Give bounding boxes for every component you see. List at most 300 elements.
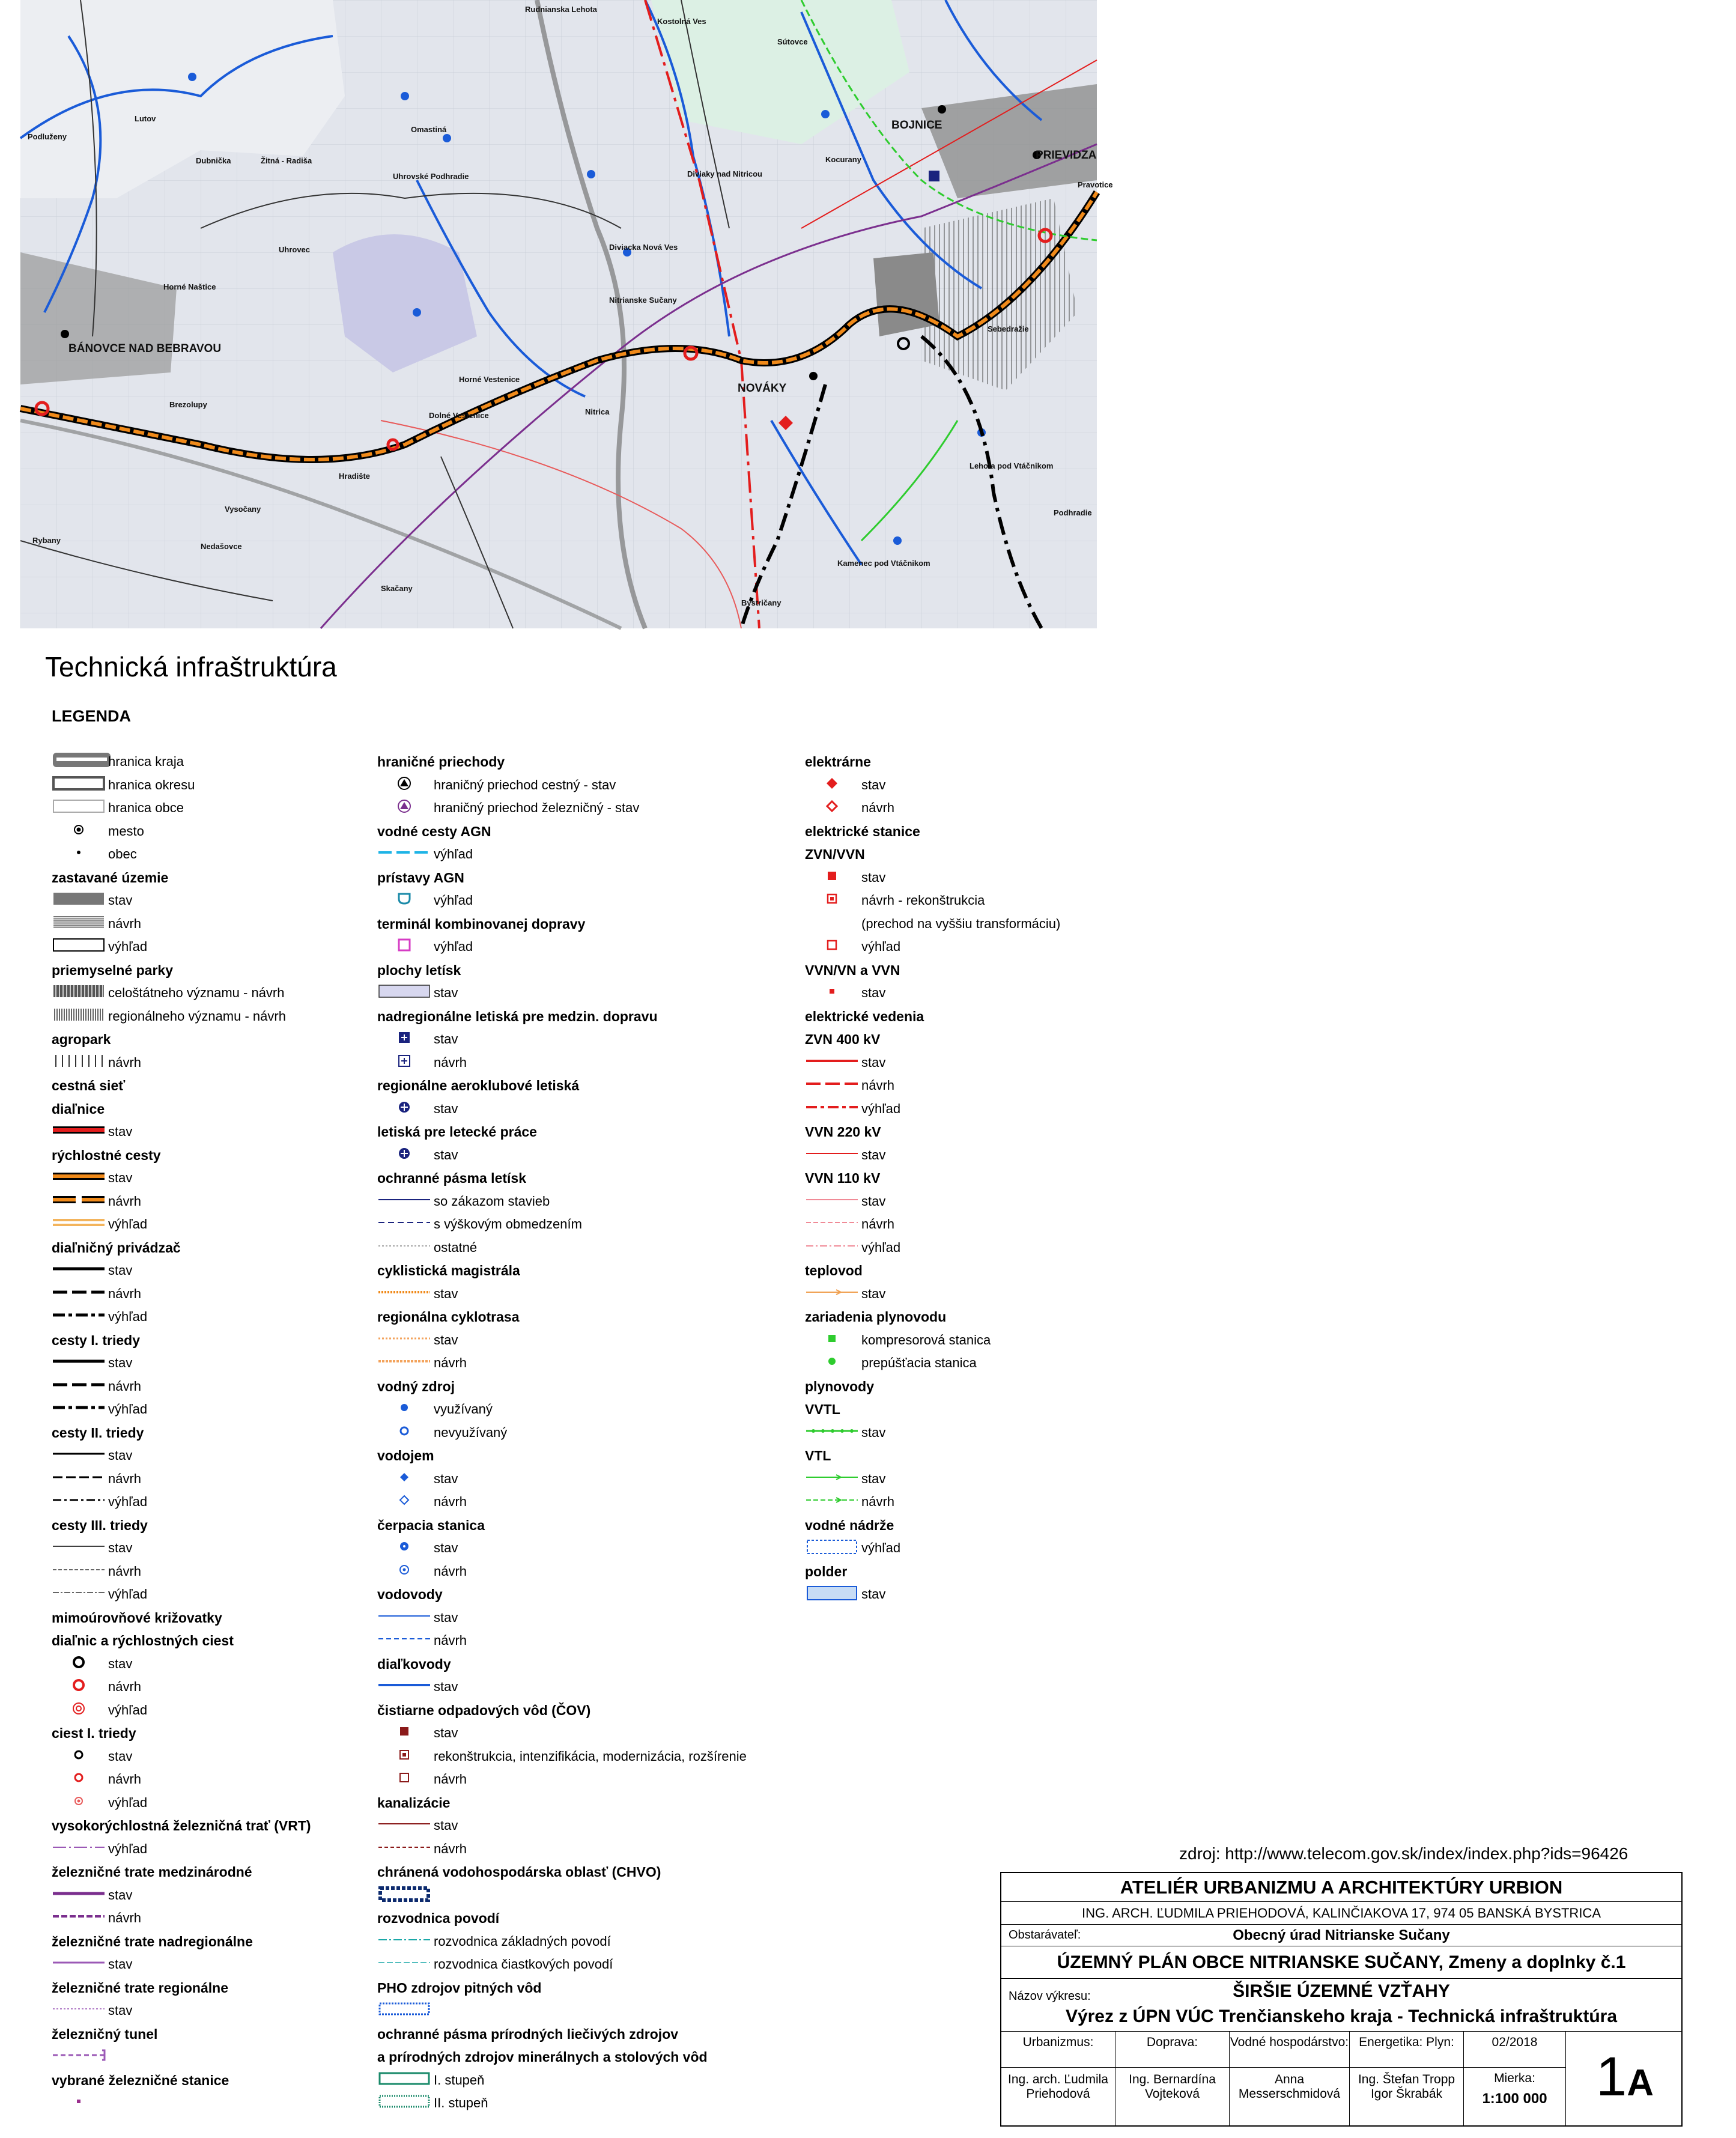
legend-symbol-icon xyxy=(52,845,112,864)
legend-item-label: návrh xyxy=(108,916,142,931)
drawing-label: Názov výkresu: xyxy=(1009,1990,1091,2003)
legend-heading: ochranné pásma prírodných liečivých zdrojov xyxy=(377,2026,679,2042)
legend-item-label: celoštátneho významu - návrh xyxy=(108,985,285,1000)
legend-symbol-icon xyxy=(52,822,112,841)
legend-heading: priemyselné parky xyxy=(52,962,174,978)
legend-symbol-icon xyxy=(377,1539,437,1558)
legend-symbol-icon xyxy=(52,2048,112,2067)
legend-item-label: rozvodnica čiastkových povodí xyxy=(434,1957,613,1972)
map-excerpt xyxy=(20,0,1113,628)
legend-symbol-icon xyxy=(805,1215,865,1234)
legend-heading: terminál kombinovanej dopravy xyxy=(377,916,586,932)
legend-symbol-icon xyxy=(52,1447,112,1465)
scale-value: 1:100 000 xyxy=(1482,2091,1547,2107)
credits-grid xyxy=(1001,2032,1681,2127)
legend-heading: diaľničný privádzač xyxy=(52,1239,181,1256)
legend-item-label: výhľad xyxy=(861,1540,901,1555)
legend-item-label: stav xyxy=(108,1124,133,1139)
legend-heading: cestná sieť xyxy=(52,1078,126,1093)
legend-symbol-icon xyxy=(52,1655,112,1674)
legend-item-label: obec xyxy=(108,846,137,861)
legend-item-label: stav xyxy=(434,1540,458,1555)
legend-symbol-icon xyxy=(377,1400,437,1419)
town-label: Nedašovce xyxy=(201,542,242,551)
legend-item-label: regionálneho významu - návrh xyxy=(108,1008,286,1024)
legend-symbol-icon xyxy=(377,1470,437,1489)
sheet-number xyxy=(1566,2032,1684,2127)
legend-item-label: stav xyxy=(108,1263,133,1278)
legend-item-label: II. stupeň xyxy=(434,2095,488,2110)
legend-heading: cesty III. triedy xyxy=(52,1517,148,1533)
legend-item-label: výhľad xyxy=(434,893,473,908)
town-label: Kocurany xyxy=(825,155,861,164)
legend-item-label: stav xyxy=(108,1748,133,1764)
legend-symbol-icon xyxy=(805,1285,865,1304)
legend-symbol-icon xyxy=(805,938,865,956)
legend-item-label: kompresorová stanica xyxy=(861,1332,991,1347)
legend-heading: teplovod xyxy=(805,1263,863,1278)
legend-symbol-icon xyxy=(377,2071,437,2090)
legend-item-label: stav xyxy=(434,1679,458,1694)
legend-symbol-icon xyxy=(377,799,437,818)
legend-heading: polder xyxy=(805,1563,848,1579)
legend-symbol-icon xyxy=(377,938,437,956)
legend-heading: PHO zdrojov pitných vôd xyxy=(377,1979,542,1996)
town-label: Podluženy xyxy=(28,132,67,141)
legend-symbol-icon xyxy=(377,1285,437,1304)
legend-symbol-icon xyxy=(377,1632,437,1650)
legend-symbol-icon xyxy=(52,1678,112,1696)
town-label: Sebedražie xyxy=(988,324,1029,333)
legend-item-label: stav xyxy=(434,1286,458,1301)
legend-symbol-icon xyxy=(52,1794,112,1812)
legend-item-label: návrh xyxy=(434,1054,467,1070)
legend-item-label: návrh xyxy=(108,1471,142,1486)
legend-symbol-icon xyxy=(377,2002,437,2020)
legend-item-label: stav xyxy=(861,1054,886,1070)
legend-symbol-icon xyxy=(377,1215,437,1234)
legend-item-label: výhľad xyxy=(108,1794,148,1810)
legend-symbol-icon xyxy=(377,1030,437,1049)
legend-item-label: návrh xyxy=(108,1193,142,1209)
legend-item-label: návrh xyxy=(108,1054,142,1070)
project-name: ÚZEMNÝ PLÁN OBCE NITRIANSKE SUČANY, Zmeny a doplnky č.1 xyxy=(1001,1946,1681,1979)
legend-heading: vybrané železničné stanice xyxy=(52,2072,229,2088)
legend-item-label: návrh xyxy=(108,1679,142,1694)
legend-symbol-icon xyxy=(52,1701,112,1720)
legend-item-label: stav xyxy=(434,1332,458,1347)
sheet-letter: A xyxy=(1627,2062,1654,2104)
legend-title: LEGENDA xyxy=(52,707,132,725)
town-label: Horné Vestenice xyxy=(459,375,520,384)
town-label: Dolné Vestenice xyxy=(429,411,489,420)
legend-symbol-icon xyxy=(52,1840,112,1859)
role-urbanism: Urbanizmus: xyxy=(1001,2032,1115,2068)
legend-heading: prístavy AGN xyxy=(377,869,464,885)
legend-heading: elektrárne xyxy=(805,754,871,770)
legend-item-label: návrh xyxy=(434,1563,467,1579)
legend-heading: čistiarne odpadových vôd (ČOV) xyxy=(377,1702,591,1718)
firm-address: ING. ARCH. ĽUDMILA PRIEHODOVÁ, KALINČIAKOVA 17, 974 05 BANSKÁ BYSTRICA xyxy=(1001,1902,1681,1925)
legend-symbol-icon xyxy=(805,1100,865,1119)
legend-symbol-icon xyxy=(52,1585,112,1604)
legend-symbol-icon xyxy=(52,915,112,934)
legend-heading: letiská pre letecké práce xyxy=(377,1124,537,1140)
legend-heading: cesty I. triedy xyxy=(52,1332,141,1348)
legend-symbol-icon xyxy=(52,1470,112,1489)
legend-item-label: stav xyxy=(861,1286,886,1301)
legend-item-label: stav xyxy=(108,1957,133,1972)
legend-symbol-icon xyxy=(52,1400,112,1419)
legend-item-label: výhľad xyxy=(108,1402,148,1417)
drawing-title: ŠIRŠIE ÚZEMNÉ VZŤAHY xyxy=(1233,1981,1450,2001)
legend-item-label: výhľad xyxy=(108,1494,148,1509)
legend-item-label: návrh xyxy=(861,800,895,815)
legend-symbol-icon xyxy=(52,2094,112,2113)
legend-item-label: výhľad xyxy=(108,1841,148,1856)
legend-item-label: návrh xyxy=(108,1910,142,1925)
legend-item-label: návrh xyxy=(861,1078,895,1093)
legend-symbol-icon xyxy=(52,1909,112,1928)
legend-heading: diaľnice xyxy=(52,1101,105,1117)
legend-item-label: návrh xyxy=(434,1355,467,1370)
legend-item-label: stav xyxy=(108,893,133,908)
legend-item-label: hranica kraja xyxy=(108,754,184,769)
legend-symbol-icon xyxy=(52,1007,112,1026)
legend-item-label: stav xyxy=(108,1656,133,1671)
town-label: Dubnička xyxy=(196,156,231,165)
legend-item-label: hraničný priechod železničný - stav xyxy=(434,800,640,815)
legend-item-label: prepúšťacia stanica xyxy=(861,1355,977,1370)
town-label: Pravotice xyxy=(1078,180,1113,189)
legend-item-label: stav xyxy=(861,777,886,792)
legend-heading: rozvodnica povodí xyxy=(377,1910,500,1926)
legend-symbol-icon xyxy=(805,1354,865,1373)
legend-item-label: nevyužívaný xyxy=(434,1424,508,1440)
legend-item-label: návrh xyxy=(434,1841,467,1856)
role-water: Vodné hospodárstvo: xyxy=(1230,2032,1350,2068)
legend-item-label: hranica obce xyxy=(108,800,184,815)
legend-item-label: s výškovým obmedzením xyxy=(434,1216,582,1231)
legend-symbol-icon xyxy=(805,1331,865,1350)
legend-item-label: (prechod na vyššiu transformáciu) xyxy=(861,916,1061,931)
legend-symbol-icon xyxy=(805,869,865,887)
town-label: NOVÁKY xyxy=(738,382,787,395)
legend-symbol-icon xyxy=(52,1748,112,1766)
sheet-number-digit: 1 xyxy=(1596,2046,1627,2107)
scale-cell xyxy=(1464,2068,1566,2127)
legend-symbol-icon xyxy=(805,1054,865,1072)
legend-symbol-icon xyxy=(52,1493,112,1511)
legend-item-label: návrh xyxy=(861,1216,895,1231)
town-label: Kostolná Ves xyxy=(657,17,706,26)
legend-heading: vodovody xyxy=(377,1587,443,1602)
legend-heading: regionálne aeroklubové letiská xyxy=(377,1078,580,1093)
legend-heading: diaľkovody xyxy=(377,1656,451,1672)
legend-symbol-icon xyxy=(805,984,865,1003)
legend-symbol-icon xyxy=(377,1724,437,1743)
town-label: BÁNOVCE NAD BEBRAVOU xyxy=(68,342,222,355)
legend-item-label: stav xyxy=(434,985,458,1000)
town-label: Kamenec pod Vtáčnikom xyxy=(837,559,930,568)
title-block xyxy=(1000,1872,1683,2127)
town-label: Nitrica xyxy=(585,407,610,416)
legend-heading: ochranné pásma letísk xyxy=(377,1170,526,1186)
legend-heading: VTL xyxy=(805,1448,831,1463)
legend-heading: vysokorýchlostná železničná trať (VRT) xyxy=(52,1818,311,1833)
town-label: PRIEVIDZA xyxy=(1036,149,1097,162)
legend-heading: vodné cesty AGN xyxy=(377,823,491,839)
page-title: Technická infraštruktúra xyxy=(45,651,337,682)
legend-item-label: stav xyxy=(108,1540,133,1555)
built-up-novaky xyxy=(873,252,939,336)
legend-item-label: stav xyxy=(861,1587,886,1602)
legend-symbol-icon xyxy=(377,1933,437,1951)
legend-item-label: so zákazom stavieb xyxy=(434,1193,550,1209)
legend-item-label: rekonštrukcia, intenzifikácia, modernizácia, rozšírenie xyxy=(434,1748,747,1764)
legend-symbol-icon xyxy=(805,1493,865,1511)
town-label: Nitrianske Sučany xyxy=(609,296,677,305)
legend-heading: nadregionálne letiská pre medzin. dopravu xyxy=(377,1008,658,1024)
legend-heading: VVN 110 kV xyxy=(805,1170,881,1186)
town-label: Bystričany xyxy=(741,598,782,607)
legend-heading: VVN/VN a VVN xyxy=(805,962,900,978)
legend-symbol-icon xyxy=(52,1770,112,1789)
legend-item-label: stav xyxy=(434,1471,458,1486)
legend-item-label: stav xyxy=(108,1887,133,1903)
legend-symbol-icon xyxy=(377,1100,437,1119)
legend-symbol-icon xyxy=(52,984,112,1003)
drawing-subtitle: Výrez z ÚPN VÚC Trenčianskeho kraja - Technická infraštruktúra xyxy=(1065,2006,1618,2026)
legend-symbol-icon xyxy=(805,776,865,795)
legend-heading: elektrické stanice xyxy=(805,823,920,839)
legend-symbol-icon xyxy=(805,799,865,818)
firm-name: ATELIÉR URBANIZMU A ARCHITEKTÚRY URBION xyxy=(1001,1873,1681,1902)
client-label: Obstarávateľ: xyxy=(1009,1928,1081,1942)
legend-item-label: hraničný priechod cestný - stav xyxy=(434,777,616,792)
town-label: Diviaky nad Nitricou xyxy=(687,169,762,178)
town-label: Vysočany xyxy=(225,505,261,514)
legend-item-label: návrh xyxy=(434,1772,467,1787)
legend-item-label: návrh xyxy=(108,1286,142,1301)
town-label: BOJNICE xyxy=(891,119,942,132)
legend-item-label: návrh xyxy=(434,1633,467,1648)
legend-item-label: stav xyxy=(861,1424,886,1440)
legend-symbol-icon xyxy=(377,1563,437,1581)
map-graphics xyxy=(20,0,1097,628)
legend-item-label: stav xyxy=(861,1471,886,1486)
legend-item-label: mesto xyxy=(108,823,144,839)
legend-item-label: stav xyxy=(434,1609,458,1625)
legend-symbol-icon xyxy=(52,1377,112,1396)
legend-item-label: stav xyxy=(434,1725,458,1740)
legend-symbol-icon xyxy=(377,1192,437,1211)
legend-item-label: výhľad xyxy=(861,1101,901,1116)
legend-symbol-icon xyxy=(377,1146,437,1165)
legend-symbol-icon xyxy=(377,1609,437,1627)
legend-heading: plynovody xyxy=(805,1378,875,1394)
legend-symbol-icon xyxy=(52,1563,112,1581)
name-urbanism: Ing. arch. Ľudmila Priehodová xyxy=(1001,2068,1115,2127)
town-label: Lutov xyxy=(135,114,156,123)
legend-symbol-icon xyxy=(805,1585,865,1604)
legend-heading: cyklistická magistrála xyxy=(377,1263,520,1278)
legend-item-label: rozvodnica základných povodí xyxy=(434,1933,611,1949)
legend-item-label: výhľad xyxy=(861,939,901,954)
legend-item-label: stav xyxy=(861,1193,886,1209)
town-label: Omastiná xyxy=(411,125,447,134)
legend-symbol-icon xyxy=(377,1886,437,1905)
town-label: Podhradie xyxy=(1054,508,1092,517)
legend-symbol-icon xyxy=(377,1840,437,1859)
legend-heading: ZVN/VVN xyxy=(805,846,865,862)
legend-symbol-icon xyxy=(52,1123,112,1141)
drawing-row xyxy=(1001,1979,1681,2032)
legend-symbol-icon xyxy=(52,1308,112,1326)
legend-heading: diaľnic a rýchlostných ciest xyxy=(52,1633,234,1648)
legend-heading: kanalizácie xyxy=(377,1794,451,1811)
town-label: Žitná - Radiša xyxy=(261,156,312,165)
legend-symbol-icon xyxy=(377,1678,437,1696)
town-label: Brezolupy xyxy=(169,400,207,409)
legend-symbol-icon xyxy=(52,1285,112,1304)
legend-item-label: výhľad xyxy=(434,846,473,861)
legend-item-label: výhľad xyxy=(861,1239,901,1255)
legend-item-label: výhľad xyxy=(108,1702,148,1717)
legend-item-label: návrh xyxy=(861,1494,895,1509)
legend-item-label: stav xyxy=(108,1355,133,1370)
legend-symbol-icon xyxy=(52,1955,112,1974)
source-note: zdroj: http://www.telecom.gov.sk/index/index.php?ids=96426 xyxy=(1179,1844,1628,1863)
legend-heading: vodné nádrže xyxy=(805,1517,894,1533)
town-label: Uhrovec xyxy=(279,245,311,254)
date: 02/2018 xyxy=(1464,2032,1566,2068)
town-label: Diviacka Nová Ves xyxy=(609,243,678,252)
legend-heading: železničné trate regionálne xyxy=(52,1979,228,1996)
legend-heading: zariadenia plynovodu xyxy=(805,1309,947,1325)
legend-item-label: ostatné xyxy=(434,1239,478,1255)
legend-symbol-icon xyxy=(52,1539,112,1558)
legend-item-label: návrh xyxy=(434,1494,467,1509)
legend-item-label: stav xyxy=(108,1170,133,1185)
legend-symbol-icon xyxy=(805,1146,865,1165)
legend-item-label: výhľad xyxy=(434,939,473,954)
legend-heading: zastavané územie xyxy=(52,869,169,885)
legend-item-label: I. stupeň xyxy=(434,2072,485,2088)
legend-item-label: stav xyxy=(861,869,886,885)
legend-symbol-icon xyxy=(377,1054,437,1072)
legend-item-label: stav xyxy=(434,1031,458,1046)
legend-heading: vodný zdroj xyxy=(377,1378,455,1394)
legend-item-label: stav xyxy=(434,1147,458,1162)
legend-item-label: výhľad xyxy=(108,1587,148,1602)
legend-symbol-icon xyxy=(377,1493,437,1511)
legend-item-label: stav xyxy=(434,1818,458,1833)
legend-symbol-icon xyxy=(805,1192,865,1211)
legend-heading: a prírodných zdrojov minerálnych a stolových vôd xyxy=(377,2049,708,2065)
legend-heading: chránená vodohospodárska oblasť (CHVO) xyxy=(377,1864,661,1880)
legend-heading: rýchlostné cesty xyxy=(52,1147,161,1163)
legend-item-label: stav xyxy=(434,1101,458,1116)
legend-symbol-icon xyxy=(52,2002,112,2020)
legend-symbol-icon xyxy=(805,891,865,910)
legend-symbol-icon xyxy=(52,938,112,956)
legend-heading: ciest I. triedy xyxy=(52,1725,136,1741)
legend-symbol-icon xyxy=(52,1215,112,1234)
legend-item-label: návrh xyxy=(108,1378,142,1394)
legend-symbol-icon xyxy=(805,1239,865,1257)
town-label: Rudnianska Lehota xyxy=(525,5,597,14)
legend-symbol-icon xyxy=(52,1192,112,1211)
legend-item-label: stav xyxy=(108,2003,133,2018)
legend-item-label: výhľad xyxy=(108,1216,148,1231)
legend-symbol-icon xyxy=(805,1424,865,1442)
town-label: Uhrovské Podhradie xyxy=(393,172,469,181)
legend-item-label: stav xyxy=(861,985,886,1000)
legend-heading: VVTL xyxy=(805,1402,840,1417)
scale-label: Mierka: xyxy=(1494,2071,1535,2085)
legend-symbol-icon xyxy=(805,1470,865,1489)
legend-heading: ZVN 400 kV xyxy=(805,1031,881,1047)
airport-icon xyxy=(929,171,939,181)
legend-heading: VVN 220 kV xyxy=(805,1124,881,1140)
legend-symbol-icon xyxy=(52,1262,112,1280)
legend-item-label: návrh - rekonštrukcia xyxy=(861,893,985,908)
legend-item-label: výhľad xyxy=(108,1309,148,1324)
legend-symbol-icon xyxy=(377,1331,437,1350)
legend-symbol-icon xyxy=(52,891,112,910)
legend-symbol-icon xyxy=(377,776,437,795)
client-row xyxy=(1001,1925,1681,1946)
role-energy: Energetika: Plyn: xyxy=(1350,2032,1464,2068)
town-label: Rybany xyxy=(32,536,61,545)
legend-symbol-icon xyxy=(377,1817,437,1835)
legend-symbol-icon xyxy=(377,1354,437,1373)
legend-heading: hraničné priechody xyxy=(377,754,505,770)
legend-heading: agropark xyxy=(52,1031,111,1047)
legend-item-label: využívaný xyxy=(434,1402,493,1417)
legend-symbol-icon xyxy=(52,1354,112,1373)
name-energy: Ing. Štefan Tropp Igor Škrabák xyxy=(1350,2068,1464,2127)
legend-symbol-icon xyxy=(377,1770,437,1789)
legend-symbol-icon xyxy=(52,1886,112,1905)
legend-item-label: stav xyxy=(861,1147,886,1162)
client-name: Obecný úrad Nitrianske Sučany xyxy=(1233,1927,1450,1943)
legend-heading: regionálna cyklotrasa xyxy=(377,1309,520,1325)
legend-heading: mimoúrovňové križovatky xyxy=(52,1609,222,1626)
legend-symbol-icon xyxy=(377,891,437,910)
town-label: Horné Naštice xyxy=(163,282,216,291)
name-water: Anna Messerschmidová xyxy=(1230,2068,1350,2127)
legend-item-label: hranica okresu xyxy=(108,777,195,792)
legend-symbol-icon xyxy=(377,1955,437,1974)
name-transport: Ing. Bernardína Vojteková xyxy=(1115,2068,1230,2127)
legend-symbol-icon xyxy=(377,1748,437,1766)
legend-symbol-icon xyxy=(52,776,112,795)
role-transport: Doprava: xyxy=(1115,2032,1230,2068)
legend-symbol-icon xyxy=(377,1239,437,1257)
legend-symbol-icon xyxy=(52,1169,112,1188)
legend-heading: železničné trate nadregionálne xyxy=(52,1933,253,1949)
legend-symbol-icon xyxy=(377,984,437,1003)
legend-symbol-icon xyxy=(52,1054,112,1072)
legend-symbol-icon xyxy=(377,845,437,864)
legend-symbol-icon xyxy=(377,2094,437,2113)
legend-heading: plochy letísk xyxy=(377,962,461,978)
legend-symbol-icon xyxy=(377,1424,437,1442)
legend-item-label: stav xyxy=(108,1448,133,1463)
legend-item-label: návrh xyxy=(108,1772,142,1787)
